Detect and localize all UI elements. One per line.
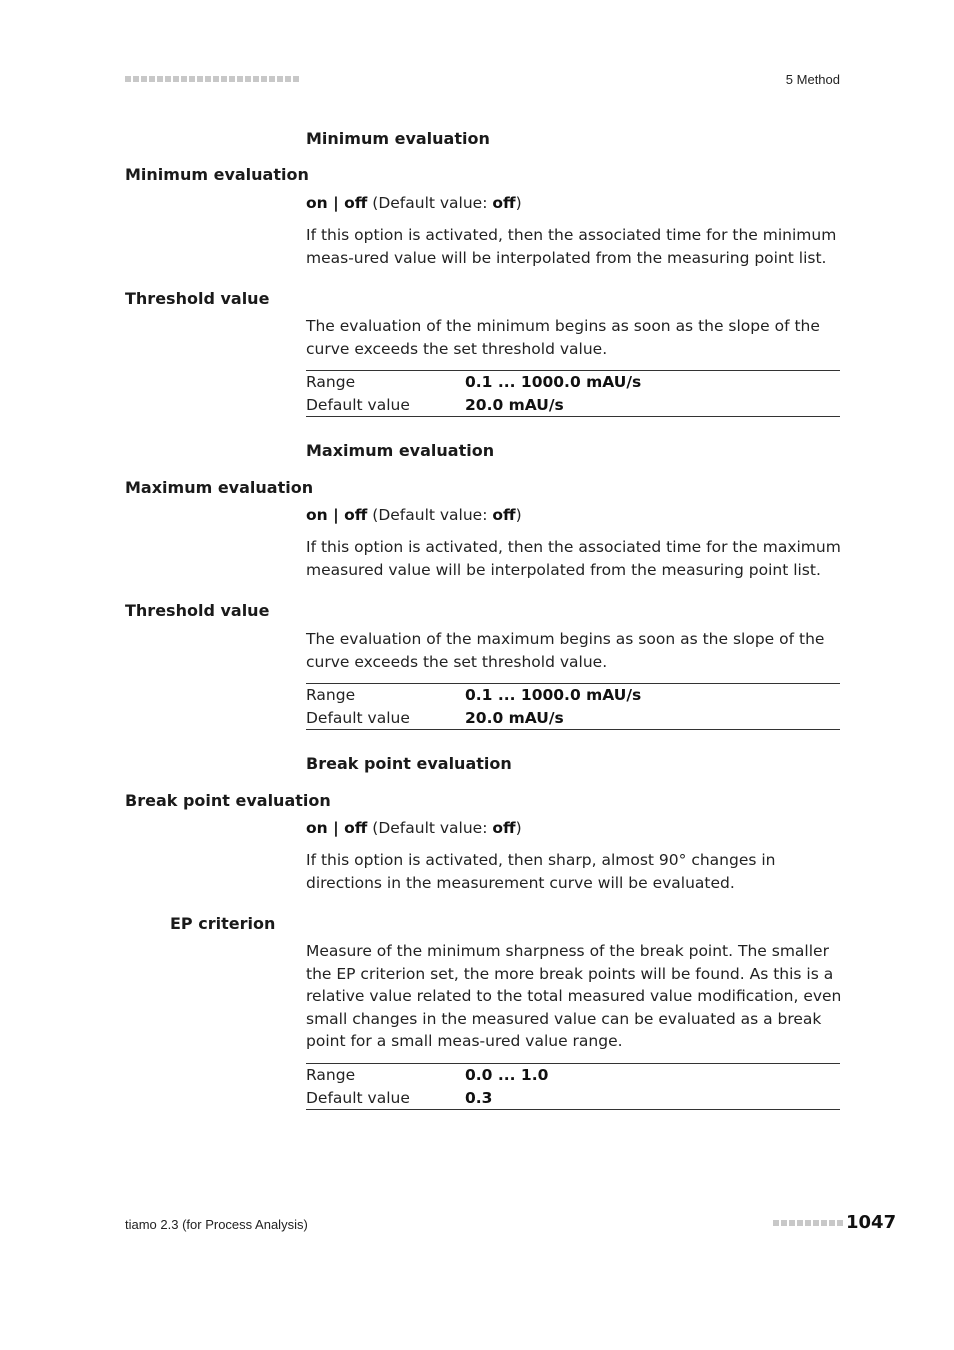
row-value: 0.1 ... 1000.0 mAU/s bbox=[465, 686, 642, 704]
options-line bbox=[306, 192, 842, 215]
row-key: Default value bbox=[306, 708, 410, 727]
param-label: Minimum evaluation bbox=[125, 165, 309, 184]
row-key: Range bbox=[306, 1066, 356, 1084]
table-row bbox=[306, 371, 840, 394]
row-key: Range bbox=[306, 686, 356, 704]
spec-table bbox=[306, 370, 840, 417]
default-suffix: ) bbox=[515, 819, 522, 837]
default-prefix: (Default value: bbox=[367, 506, 493, 524]
header-decoration bbox=[125, 76, 299, 82]
table-row bbox=[306, 1087, 840, 1110]
default-value: off bbox=[492, 819, 516, 837]
row-value: 0.1 ... 1000.0 mAU/s bbox=[465, 373, 642, 391]
default-prefix: (Default value: bbox=[367, 194, 493, 212]
row-key: Default value bbox=[306, 395, 410, 414]
table-row bbox=[306, 1064, 840, 1087]
spec-table bbox=[306, 1063, 840, 1110]
options-line bbox=[306, 817, 842, 840]
section-heading: Maximum evaluation bbox=[306, 441, 495, 460]
options: on | off bbox=[306, 506, 368, 524]
default-prefix: (Default value: bbox=[367, 819, 493, 837]
section-heading: Minimum evaluation bbox=[306, 129, 490, 148]
default-value: off bbox=[492, 506, 516, 524]
page-number: 1047 bbox=[846, 1212, 897, 1233]
threshold-label: Threshold value bbox=[125, 289, 270, 308]
options-line bbox=[306, 504, 842, 527]
table-row bbox=[306, 684, 840, 707]
threshold-description: The evaluation of the maximum begins as soon as the slope of the curve exceeds the set threshold value. bbox=[306, 630, 825, 671]
criterion-label: EP criterion bbox=[170, 914, 276, 933]
row-value: 0.3 bbox=[465, 1088, 493, 1107]
footer-decoration bbox=[773, 1220, 843, 1226]
table-row bbox=[306, 394, 840, 417]
param-label: Maximum evaluation bbox=[125, 478, 314, 497]
row-value: 0.0 ... 1.0 bbox=[465, 1066, 549, 1084]
options: on | off bbox=[306, 194, 368, 212]
product-name: tiamo 2.3 (for Process Analysis) bbox=[125, 1217, 308, 1232]
table-row bbox=[306, 707, 840, 730]
section-heading: Break point evaluation bbox=[306, 754, 512, 773]
default-suffix: ) bbox=[515, 194, 522, 212]
param-label: Break point evaluation bbox=[125, 791, 331, 810]
row-value: 20.0 mAU/s bbox=[465, 395, 564, 414]
options: on | off bbox=[306, 819, 368, 837]
criterion-description: Measure of the minimum sharpness of the break point. The smaller the EP criterion set, the more break points will be found. As this is a relative value related to the total measured value modification, even small changes in the measured value can be evaluated as a break point for a small meas-ured value range. bbox=[306, 942, 842, 1050]
row-value: 20.0 mAU/s bbox=[465, 708, 564, 727]
default-value: off bbox=[492, 194, 516, 212]
description: If this option is activated, then the associated time for the minimum meas-ured value will be interpolated from the measuring point list. bbox=[306, 226, 837, 267]
description: If this option is activated, then sharp, almost 90° changes in directions in the measurement curve will be evaluated. bbox=[306, 851, 776, 892]
threshold-description: The evaluation of the minimum begins as soon as the slope of the curve exceeds the set threshold value. bbox=[306, 317, 820, 358]
threshold-label: Threshold value bbox=[125, 601, 270, 620]
row-key: Range bbox=[306, 373, 356, 391]
chapter-title: 5 Method bbox=[785, 72, 840, 87]
description: If this option is activated, then the associated time for the maximum measured value will be interpolated from the measuring point list. bbox=[306, 538, 841, 579]
spec-table bbox=[306, 683, 840, 730]
default-suffix: ) bbox=[515, 506, 522, 524]
row-key: Default value bbox=[306, 1088, 410, 1107]
